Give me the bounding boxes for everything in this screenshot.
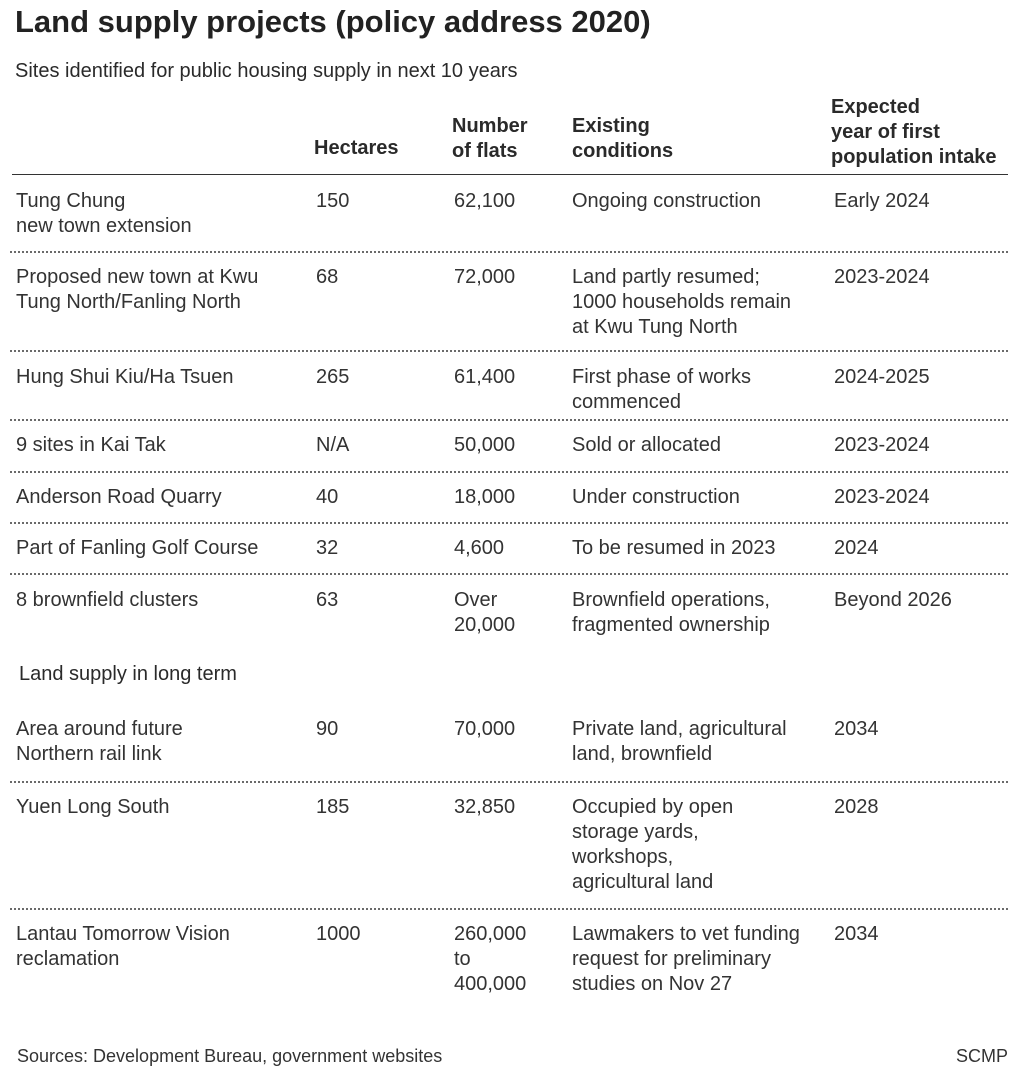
row-divider [10, 251, 1008, 253]
cell-hectares: 63 [316, 589, 339, 611]
cell-hectares: 90 [316, 718, 339, 740]
chart-subtitle: Sites identified for public housing supply in next 10 years [15, 60, 518, 82]
sources-note: Sources: Development Bureau, government websites [17, 1046, 443, 1066]
cell-existing-conditions: Lawmakers to vet funding request for preliminary studies on Nov 27 [572, 923, 800, 995]
cell-first-intake-year: 2024 [834, 537, 879, 559]
row-divider [10, 419, 1008, 421]
cell-site-name: Tung Chung new town extension [16, 190, 192, 237]
cell-first-intake-year: Early 2024 [834, 190, 930, 212]
cell-first-intake-year: 2034 [834, 923, 879, 945]
cell-number-of-flats: 72,000 [454, 266, 516, 288]
cell-first-intake-year: 2028 [834, 796, 879, 818]
cell-hectares: 1000 [316, 923, 361, 945]
cell-hectares: 150 [316, 190, 350, 212]
cell-hectares: 185 [316, 796, 350, 818]
cell-first-intake-year: 2023-2024 [834, 266, 930, 288]
cell-site-name: Yuen Long South [16, 796, 170, 818]
cell-existing-conditions: First phase of works commenced [572, 366, 751, 413]
header-number-of-flats: Number of flats [452, 115, 528, 162]
cell-existing-conditions: To be resumed in 2023 [572, 537, 776, 559]
cell-number-of-flats: 70,000 [454, 718, 516, 740]
cell-first-intake-year: 2023-2024 [834, 486, 930, 508]
cell-number-of-flats: 260,000 to 400,000 [454, 923, 527, 995]
cell-first-intake-year: 2024-2025 [834, 366, 930, 388]
row-divider [10, 781, 1008, 783]
cell-existing-conditions: Land partly resumed; 1000 households remain at Kwu Tung North [572, 266, 792, 338]
cell-hectares: 32 [316, 537, 339, 559]
row-divider [10, 350, 1008, 352]
cell-existing-conditions: Ongoing construction [572, 190, 762, 212]
row-divider [10, 573, 1008, 575]
cell-number-of-flats: 62,100 [454, 190, 516, 212]
cell-hectares: 40 [316, 486, 339, 508]
cell-hectares: 68 [316, 266, 339, 288]
cell-hectares: 265 [316, 366, 350, 388]
cell-existing-conditions: Brownfield operations, fragmented ownership [572, 589, 770, 636]
cell-site-name: 9 sites in Kai Tak [16, 434, 166, 456]
cell-number-of-flats: Over 20,000 [454, 589, 516, 636]
cell-number-of-flats: 32,850 [454, 796, 516, 818]
cell-first-intake-year: 2023-2024 [834, 434, 930, 456]
cell-site-name: 8 brownfield clusters [16, 589, 199, 611]
chart-title: Land supply projects (policy address 2020) [15, 4, 651, 39]
cell-existing-conditions: Sold or allocated [572, 434, 721, 456]
header-expected-year: Expected year of first population intake [831, 96, 997, 168]
credit-scmp: SCMP [955, 1046, 1008, 1066]
row-divider [10, 522, 1008, 524]
cell-number-of-flats: 61,400 [454, 366, 516, 388]
cell-hectares: N/A [316, 434, 350, 456]
header-existing-conditions: Existing conditions [572, 115, 674, 162]
cell-number-of-flats: 50,000 [454, 434, 516, 456]
cell-site-name: Anderson Road Quarry [16, 486, 222, 508]
cell-existing-conditions: Occupied by open storage yards, workshops, agricultural land [572, 796, 734, 893]
cell-existing-conditions: Under construction [572, 486, 740, 508]
cell-site-name: Area around future Northern rail link [16, 718, 183, 765]
header-divider [12, 174, 1008, 175]
cell-site-name: Part of Fanling Golf Course [16, 537, 259, 559]
cell-number-of-flats: 4,600 [454, 537, 505, 559]
section-label-long-term: Land supply in long term [19, 663, 237, 685]
row-divider [10, 471, 1008, 473]
cell-first-intake-year: Beyond 2026 [834, 589, 952, 611]
header-hectares: Hectares [314, 137, 399, 159]
cell-site-name: Proposed new town at Kwu Tung North/Fanling North [16, 266, 259, 313]
cell-site-name: Lantau Tomorrow Vision reclamation [16, 923, 230, 970]
cell-site-name: Hung Shui Kiu/Ha Tsuen [16, 366, 234, 388]
cell-number-of-flats: 18,000 [454, 486, 516, 508]
cell-existing-conditions: Private land, agricultural land, brownfield [572, 718, 787, 765]
row-divider [10, 908, 1008, 910]
cell-first-intake-year: 2034 [834, 718, 879, 740]
